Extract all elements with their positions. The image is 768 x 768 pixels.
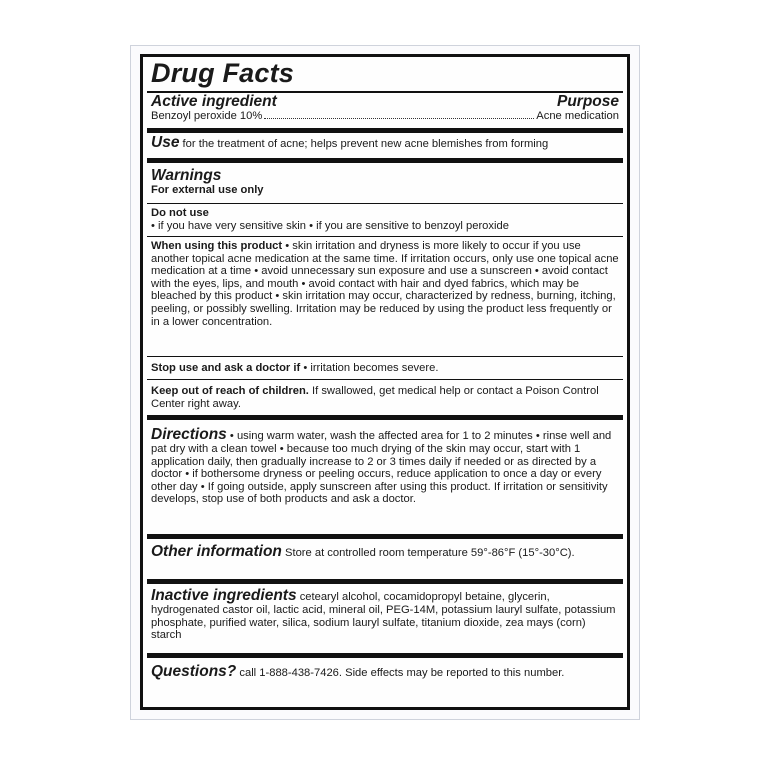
do-not-use-label: Do not use — [151, 207, 209, 219]
use-heading: Use — [151, 134, 180, 151]
purpose-heading: Purpose — [556, 93, 619, 110]
active-ingredient-heading: Active ingredient — [151, 93, 277, 110]
section-bar — [147, 128, 623, 133]
divider — [147, 356, 623, 357]
warnings-section — [147, 168, 623, 197]
section-bar — [147, 653, 623, 658]
section-bar — [147, 579, 623, 584]
directions-section — [147, 427, 623, 506]
stop-use-label: Stop use and ask a doctor if — [151, 362, 301, 374]
keep-out-section — [147, 385, 623, 410]
inactive-ingredients-heading: Inactive ingredients — [151, 587, 297, 604]
stop-use-text: • irritation becomes severe. — [303, 362, 439, 374]
inactive-ingredients-section — [147, 588, 623, 642]
active-ingredient-section — [147, 94, 623, 123]
keep-out-label: Keep out of reach of children. — [151, 385, 309, 397]
purpose-value: Acne medication — [536, 110, 619, 122]
divider — [147, 236, 623, 237]
divider — [147, 379, 623, 380]
page-title: Drug Facts — [151, 58, 295, 88]
section-bar — [147, 534, 623, 539]
active-ingredient-value: Benzoyl peroxide 10% — [151, 110, 263, 122]
inactive-ingredients-text: cetearyl alcohol, cocamidopropyl betaine, glycerin, hydrogenated castor oil, lactic acid, mineral oil, PEG-14M, potassium lauryl sulfate, potassium phosphate, purified water, silica, sodium lauryl sulfate, titanium dioxide, zea mays (corn) starch — [151, 591, 616, 642]
questions-text: call 1-888-438-7426. Side effects may be reported to this number. — [239, 667, 565, 679]
use-text: for the treatment of acne; helps prevent new acne blemishes from forming — [182, 138, 549, 150]
keep-out-text: If swallowed, get medical help or contact a Poison Control Center right away. — [151, 385, 599, 410]
section-bar — [147, 158, 623, 163]
drug-facts-panel — [140, 54, 630, 710]
use-section — [147, 135, 623, 151]
other-info-section — [147, 544, 623, 560]
directions-heading: Directions — [151, 426, 227, 443]
title-section — [147, 59, 623, 87]
when-using-text: • skin irritation and dryness is more likely to occur if you use another topical acne medication at the same time. If irritation occurs, only use one topical acne medication at a time • avoid unnecessary sun exposure and use a sunscreen • avoid contact with the eyes, lips, and mouth • avoid contact with hair and dyed fabrics, which may be bleached by this product • skin irritation may occur, characterized by redness, burning, itching, peeling, or possibly swelling. Irritation may be reduced by using the product less frequently or in a lower concentration. — [151, 240, 619, 328]
when-using-section — [147, 240, 623, 328]
questions-heading: Questions? — [151, 663, 237, 680]
do-not-use-section — [147, 207, 623, 232]
section-bar — [147, 415, 623, 420]
warnings-heading: Warnings — [151, 167, 222, 184]
directions-text: • using warm water, wash the affected area for 1 to 2 minutes • rinse well and pat dry with a clean towel • because too much drying of the skin may occur, start with 1 application daily, then gradually increase to 2 or 3 times daily if needed or as directed by a doctor • if bothersome dryness or peeling occurs, reduce application to once a day or every other day • If going outside, apply sunscreen after using this product. If irritation or sensitivity develops, stop use of both products and ask a doctor. — [151, 430, 612, 506]
external-use-label: For external use only — [151, 184, 264, 196]
leader-dots — [264, 118, 534, 119]
questions-section — [147, 664, 623, 680]
do-not-use-text: • if you have very sensitive skin • if you are sensitive to benzoyl peroxide — [151, 219, 509, 232]
stop-use-section — [147, 362, 623, 375]
other-info-heading: Other information — [151, 543, 282, 560]
divider — [147, 203, 623, 204]
other-info-text: Store at controlled room temperature 59°-86°F (15°-30°C). — [285, 547, 575, 559]
when-using-label: When using this product — [151, 240, 283, 252]
